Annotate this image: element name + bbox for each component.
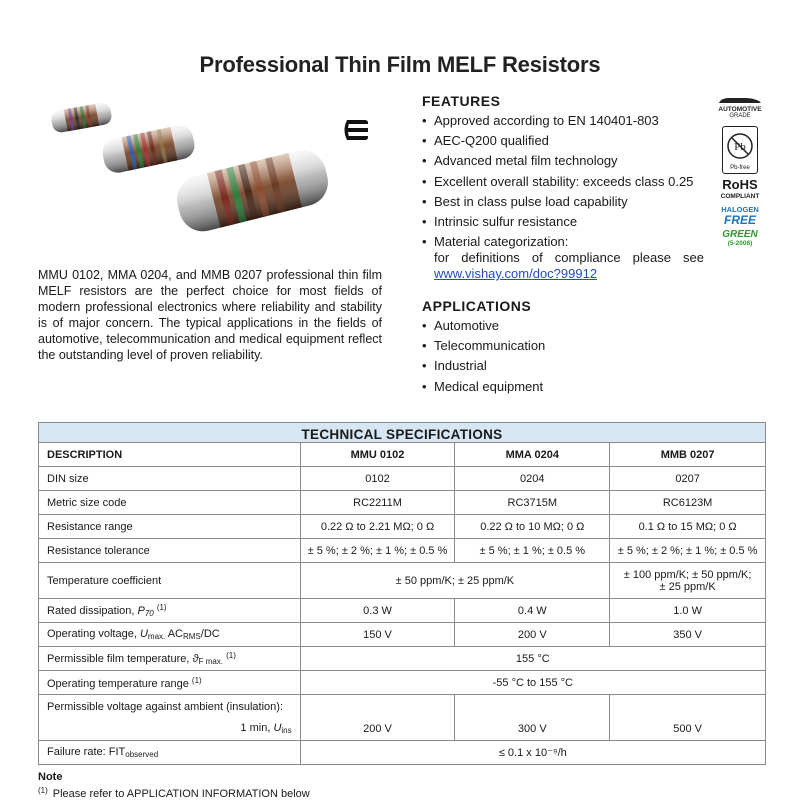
compliance-badges xyxy=(708,96,772,247)
application-item: • Medical equipment xyxy=(422,379,545,395)
cell-all: 155 °C xyxy=(300,647,765,671)
cell-all: -55 °C to 155 °C xyxy=(300,671,765,695)
page-title: Professional Thin Film MELF Resistors xyxy=(199,52,601,77)
table-row-rated-dissipation xyxy=(39,599,766,623)
cell-mmb: 0.1 Ω to 15 MΩ; 0 Ω xyxy=(610,515,766,539)
row-label-subscript: ins xyxy=(281,726,292,735)
feature-item: • Advanced metal film technology xyxy=(422,153,704,169)
table-row-insulation-voltage xyxy=(39,695,766,741)
row-label-subtext xyxy=(47,722,296,740)
pb-free-icon xyxy=(725,131,755,161)
row-label-subscript: 70 xyxy=(144,609,154,618)
row-label xyxy=(39,647,301,671)
cell-all: ≤ 0.1 x 10⁻⁹/h xyxy=(300,741,765,765)
grade-label: GRADE xyxy=(729,113,751,119)
row-label-text: Failure rate: FIT xyxy=(47,746,126,758)
header-mmb-0207: MMB 0207 xyxy=(610,443,766,467)
row-label-symbol: ϑ xyxy=(192,653,199,665)
application-item: • Telecommunication xyxy=(422,338,545,354)
header-mmu-0102: MMU 0102 xyxy=(300,443,455,467)
note-text xyxy=(38,786,310,800)
note-ref: (1) xyxy=(156,603,167,612)
row-label xyxy=(39,623,301,647)
feature-item: • Intrinsic sulfur resistance xyxy=(422,214,704,230)
compliant-label: COMPLIANT xyxy=(720,193,760,200)
row-label-symbol: P xyxy=(137,605,145,617)
note-ref: (1) xyxy=(226,651,236,660)
application-item: • Industrial xyxy=(422,358,545,374)
row-label-duration: 1 min, xyxy=(240,722,274,734)
row-label-text: Operating voltage, xyxy=(47,628,140,640)
row-label xyxy=(39,741,301,765)
automotive-grade-badge xyxy=(708,96,772,120)
intro-paragraph: MMU 0102, MMA 0204, and MMB 0207 professional thin film MELF resistors are the perfect choice for most fields of modern professional electronics where reliability and stability is of major concern. The typical applications in the fields of automotive, telecommunication and medical equipment reflect the outstanding level of proven reliability. xyxy=(38,268,382,362)
table-row-resistance-tolerance xyxy=(39,539,766,563)
cell-mma: 200 V xyxy=(455,623,610,647)
table-header-row xyxy=(39,443,766,467)
feature-material-continuation: for definitions of compliance please see xyxy=(434,250,704,266)
pb-free-badge xyxy=(722,126,758,174)
row-label xyxy=(39,671,301,695)
cell-mma: 0.22 Ω to 10 MΩ; 0 Ω xyxy=(455,515,610,539)
rohs-label: RoHS xyxy=(722,177,758,192)
row-label: DIN size xyxy=(39,467,301,491)
table-row-film-temperature xyxy=(39,647,766,671)
table-row-operating-voltage xyxy=(39,623,766,647)
table-row-resistance-range xyxy=(39,515,766,539)
row-label-text: Operating temperature range xyxy=(47,677,192,690)
resistor-product-image xyxy=(40,100,340,260)
note-heading: Note xyxy=(38,771,63,783)
free-label: FREE xyxy=(723,213,756,227)
feature-item: • Approved according to EN 140401-803 xyxy=(422,113,704,129)
row-label-text: Permissible voltage against ambient (insulation): xyxy=(47,701,284,713)
feature-item: • AEC-Q200 qualified xyxy=(422,133,704,149)
automotive-label: AUTOMOTIVE xyxy=(718,106,762,113)
cell-mmb-line1: ± 100 ppm/K; ± 50 ppm/K; xyxy=(623,568,752,581)
feature-material-label: Material categorization: xyxy=(434,234,569,250)
feature-item: • Excellent overall stability: exceeds class 0.25 xyxy=(422,174,704,190)
row-label: Temperature coefficient xyxy=(39,563,301,599)
table-row-metric-size xyxy=(39,491,766,515)
note-ref: (1) xyxy=(191,675,202,685)
features-list xyxy=(422,113,704,286)
application-item: • Automotive xyxy=(422,318,545,334)
cell-mmb: 1.0 W xyxy=(610,599,766,623)
cell-mmu: 200 V xyxy=(300,695,455,741)
row-label: Metric size code xyxy=(39,491,301,515)
row-label-ac-subscript: RMS xyxy=(182,632,201,641)
applications-heading: APPLICATIONS xyxy=(422,298,532,314)
cell-mmb: ± 5 %; ± 2 %; ± 1 %; ± 0.5 % xyxy=(610,539,766,563)
cell-mmu: 0102 xyxy=(300,467,455,491)
cell-mmb xyxy=(610,563,766,599)
cell-mmu: 150 V xyxy=(300,623,455,647)
pb-free-label: Pb-free xyxy=(730,165,750,171)
compliance-link[interactable]: www.vishay.com/doc?99912 xyxy=(434,266,598,282)
halogen-label: HALOGEN xyxy=(721,205,759,214)
cell-mma: RC3715M xyxy=(455,491,610,515)
table-row-operating-temperature-range xyxy=(39,671,766,695)
cell-mmb: 500 V xyxy=(610,695,766,741)
cell-mmu: 0.3 W xyxy=(300,599,455,623)
resistor-symbol-icon xyxy=(341,114,373,146)
cell-mmu: ± 5 %; ± 2 %; ± 1 %; ± 0.5 % xyxy=(300,539,455,563)
row-label xyxy=(39,599,301,623)
car-icon xyxy=(715,96,765,104)
row-label-text: Rated dissipation, xyxy=(47,605,138,617)
row-label-subscript: observed xyxy=(125,750,159,759)
cell-mma: ± 5 %; ± 1 %; ± 0.5 % xyxy=(455,539,610,563)
green-year-label: (5-2008) xyxy=(727,240,753,247)
table-row-temperature-coefficient xyxy=(39,563,766,599)
table-row-din-size xyxy=(39,467,766,491)
table-caption: TECHNICAL SPECIFICATIONS xyxy=(39,423,766,443)
features-heading: FEATURES xyxy=(422,93,501,109)
row-label-subscript: F max. xyxy=(198,657,224,666)
cell-mmu-mma: ± 50 ppm/K; ± 25 ppm/K xyxy=(300,563,610,599)
feature-item: • Best in class pulse load capability xyxy=(422,194,704,210)
row-label-symbol: U xyxy=(273,722,282,734)
table-row-failure-rate xyxy=(39,741,766,765)
row-label-symbol: U xyxy=(139,628,148,640)
applications-list xyxy=(422,318,545,399)
row-label xyxy=(39,695,301,741)
row-label-subscript: max. xyxy=(147,632,166,641)
cell-mmb: 350 V xyxy=(610,623,766,647)
note-body: Please refer to APPLICATION INFORMATION below xyxy=(52,788,310,800)
cell-mmu: 0.22 Ω to 2.21 MΩ; 0 Ω xyxy=(300,515,455,539)
note-marker: (1) xyxy=(38,786,48,795)
cell-mmb: RC6123M xyxy=(610,491,766,515)
pb-symbol: Pb xyxy=(734,141,746,153)
row-label: Resistance tolerance xyxy=(39,539,301,563)
feature-item-material xyxy=(422,234,704,282)
cell-mma: 0204 xyxy=(455,467,610,491)
row-label: Resistance range xyxy=(39,515,301,539)
cell-mma: 0.4 W xyxy=(455,599,610,623)
cell-mmu: RC2211M xyxy=(300,491,455,515)
row-label-text: Permissible film temperature, xyxy=(47,653,193,665)
green-label: GREEN xyxy=(722,229,758,240)
header-mma-0204: MMA 0204 xyxy=(455,443,610,467)
technical-specifications-table xyxy=(38,422,766,765)
cell-mma: 300 V xyxy=(455,695,610,741)
header-description: DESCRIPTION xyxy=(39,443,301,467)
row-label-ac: AC xyxy=(165,628,183,640)
cell-mmb-line2: ± 25 ppm/K xyxy=(659,580,716,593)
row-label-dc: /DC xyxy=(200,628,220,640)
cell-mmb: 0207 xyxy=(610,467,766,491)
